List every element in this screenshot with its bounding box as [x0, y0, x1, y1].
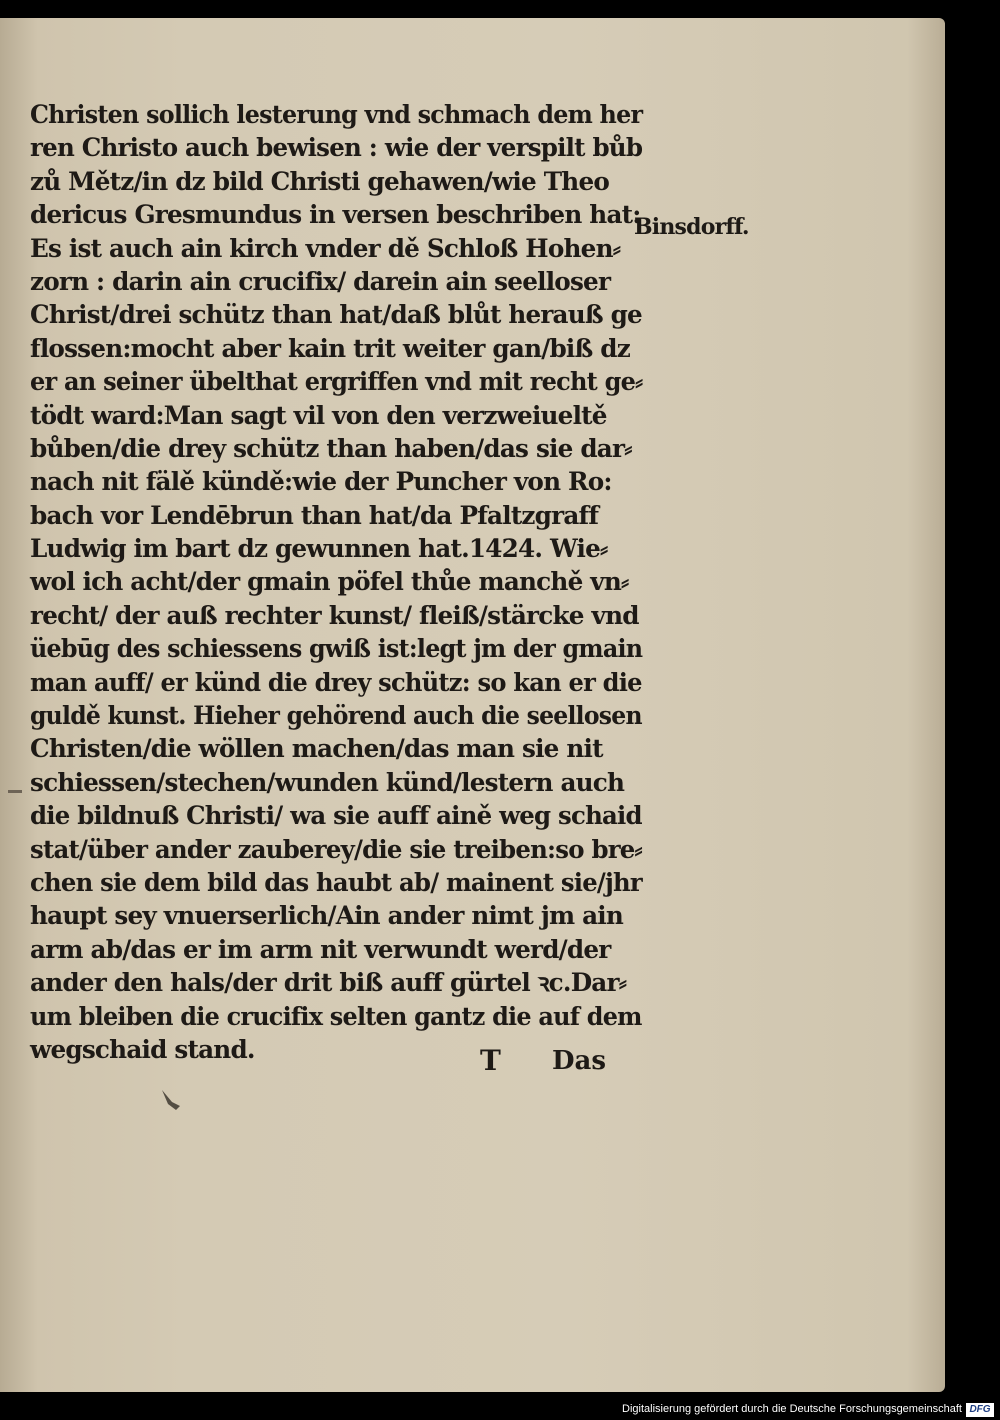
dfg-logo: DFG [966, 1403, 994, 1417]
text-line: Es ist auch ain kirch vnder dě Schloß Hohen⸗ [30, 233, 621, 263]
catchword: Das [552, 1046, 607, 1076]
signature-mark: T [480, 1044, 501, 1077]
body-text [30, 98, 650, 1066]
text-line: wegschaid stand. [30, 1034, 255, 1064]
ink-smudge [158, 1086, 186, 1114]
text-line: Christen sollich lesterung vnd schmach dem her [30, 100, 643, 129]
footer-bar [0, 1400, 1000, 1420]
text-line: um bleiben die crucifix selten gantz die auf dem [30, 1001, 642, 1031]
text-line: man auff/ er künd die drey schütz: so kan er die [30, 667, 642, 697]
text-line: chen sie dem bild das haubt ab/ mainent sie/jhr [30, 867, 642, 897]
text-line: schiessen/stechen/wunden künd/lestern auch [30, 767, 625, 797]
text-line: wol ich acht/der gmain pöfel thůe manchě vn⸗ [30, 567, 629, 597]
text-line: nach nit fälě kündě:wie der Puncher von Ro: [30, 467, 612, 497]
text-line: bůben/die drey schütz than haben/das sie dar⸗ [30, 433, 632, 463]
text-line: üebūg des schiessens gwiß ist:legt jm der gmain [30, 634, 643, 664]
text-line: Christen/die wöllen machen/das man sie nit [30, 734, 603, 764]
text-line: stat/über ander zauberey/die sie treiben:so bre⸗ [30, 834, 642, 864]
text-line: haupt sey vnuerserlich/Ain ander nimt jm ain [30, 901, 624, 931]
text-line: recht/ der auß rechter kunst/ fleiß/stärcke vnd [30, 600, 639, 630]
text-line: tödt ward:Man sagt vil von den verzweiueltě [30, 400, 607, 430]
text-line: ander den hals/der drit biß auff gürtel ꝛc.Dar⸗ [30, 968, 627, 998]
text-line: ren Christo auch bewisen : wie der verspilt bůb [30, 133, 643, 163]
text-line: er an seiner übelthat ergriffen vnd mit recht ge⸗ [30, 367, 643, 397]
text-line: guldě kunst. Hieher gehörend auch die seellosen [30, 701, 642, 731]
text-line: die bildnuß Christi/ wa sie auff aině weg schaid [30, 801, 642, 831]
text-line: flossen:mocht aber kain trit weiter gan/biß dz [30, 333, 630, 363]
footer-credit: Digitalisierung gefördert durch die Deutsche Forschungsgemeinschaft [622, 1403, 962, 1415]
text-line: arm ab/das er im arm nit verwundt werd/der [30, 934, 611, 964]
text-line: Christ/drei schütz than hat/daß blůt herauß ge [30, 300, 642, 330]
margin-note: Binsdorff. [634, 214, 749, 240]
text-line: dericus Gresmundus in versen beschriben hat: [30, 200, 641, 230]
text-line: bach vor Lendēbrun than hat/da Pfaltzgraff [30, 500, 599, 530]
text-line: Ludwig im bart dz gewunnen hat.1424. Wie⸗ [30, 534, 608, 564]
margin-mark [8, 790, 22, 793]
book-page [0, 18, 945, 1392]
text-line: zů Mětz/in dz bild Christi gehawen/wie Theo [30, 166, 610, 196]
text-line: zorn : darin ain crucifix/ darein ain seelloser [30, 266, 611, 296]
